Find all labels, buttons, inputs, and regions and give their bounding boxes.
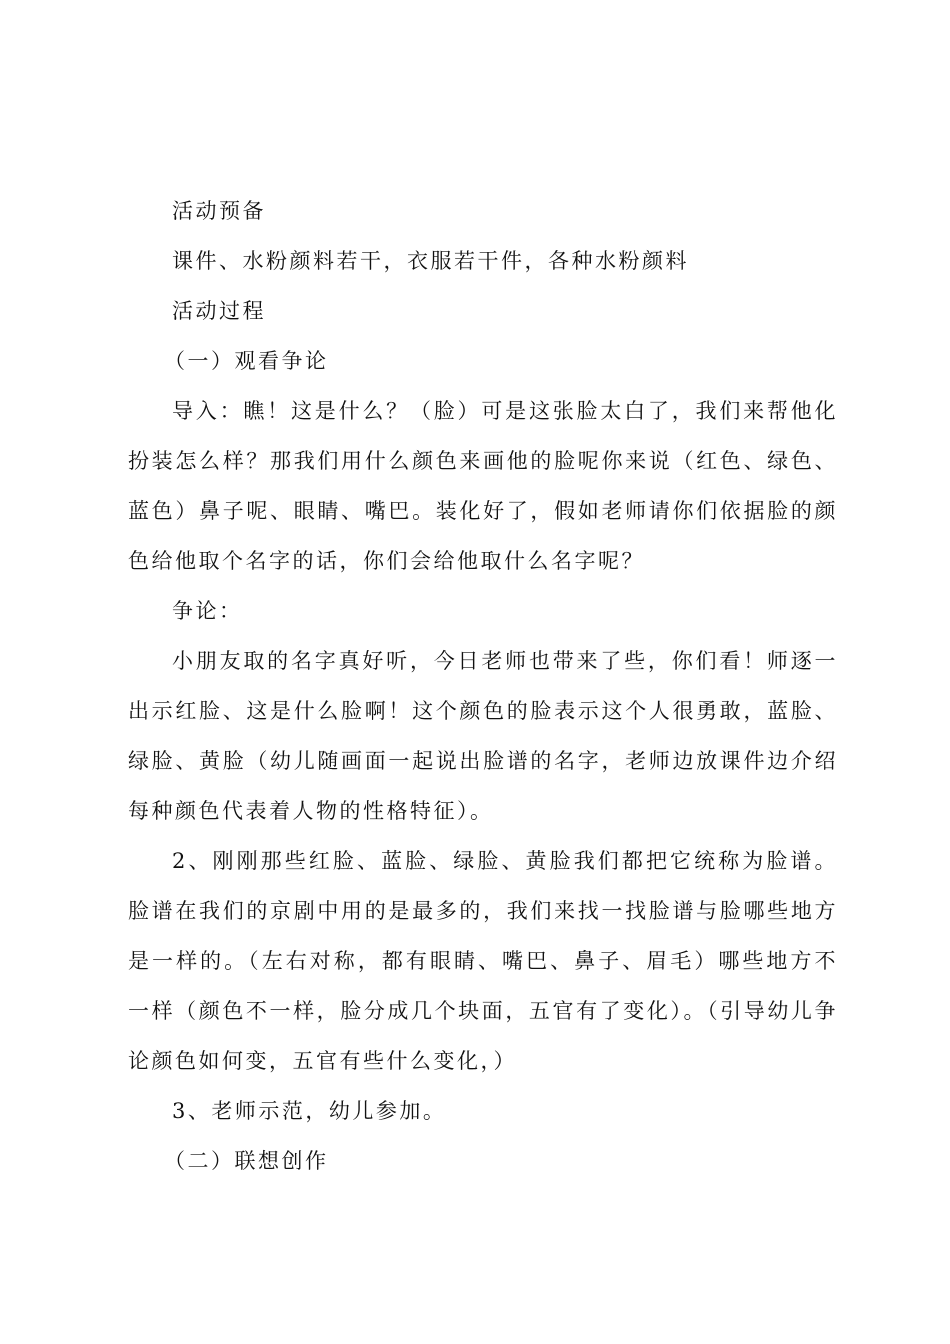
materials-paragraph: 课件、水粉颜料若干，衣服若干件，各种水粉颜料 — [172, 249, 689, 273]
process-heading: 活动过程 — [172, 299, 266, 323]
prep-heading: 活动预备 — [172, 199, 266, 223]
discussion-paragraph-1: 小朋友取的名字真好听，今日老师也带来了些，你们看！师逐一出示红脸、这是什么脸啊！这个颜色的脸表示这个人很勇敢，蓝脸、绿脸、黄脸（幼儿随画面一起说出脸谱的名字，老师边放课件边介绍每种颜色代表着人物的性格特征）。 — [128, 649, 838, 823]
discussion-label: 争论： — [172, 599, 243, 623]
section-two-heading: （二）联想创作 — [164, 1149, 329, 1173]
document-body — [128, 186, 838, 1186]
discussion-paragraph-3: 3、老师示范，幼儿参加。 — [172, 1099, 447, 1123]
section-one-heading: （一）观看争论 — [164, 349, 329, 373]
intro-paragraph: 导入：瞧！这是什么？（脸）可是这张脸太白了，我们来帮他化扮装怎么样？那我们用什么颜色来画他的脸呢你来说（红色、绿色、蓝色）鼻子呢、眼睛、嘴巴。装化好了，假如老师请你们依据脸的颜色给他取个名字的话，你们会给他取什么名字呢？ — [128, 399, 838, 573]
discussion-paragraph-2: 2、刚刚那些红脸、蓝脸、绿脸、黄脸我们都把它统称为脸谱。脸谱在我们的京剧中用的是最多的，我们来找一找脸谱与脸哪些地方是一样的。（左右对称，都有眼睛、嘴巴、鼻子、眉毛）哪些地方不一样（颜色不一样，脸分成几个块面，五官有了变化）。（引导幼儿争论颜色如何变，五官有些什么变化，） — [128, 849, 838, 1073]
